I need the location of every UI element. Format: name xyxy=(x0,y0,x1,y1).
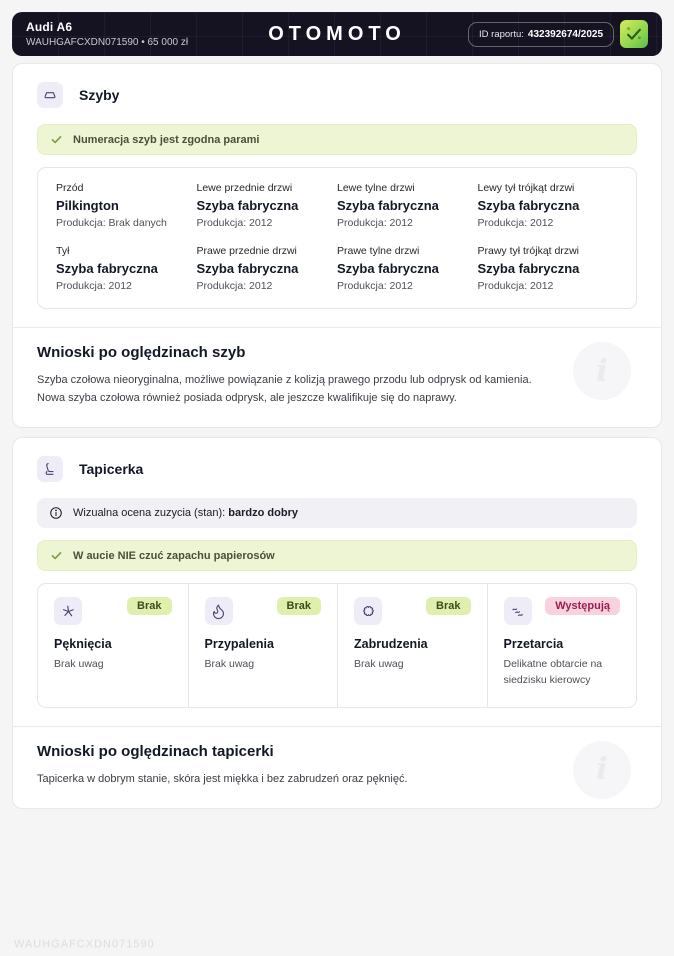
upholstery-item-stains xyxy=(337,584,487,707)
check-icon xyxy=(50,133,63,146)
report-id-area xyxy=(433,20,648,48)
window-label: Przód xyxy=(56,182,84,194)
window-value: Szyba fabryczna xyxy=(196,261,299,276)
window-item xyxy=(337,245,478,292)
windows-section-header xyxy=(37,82,637,108)
item-top xyxy=(205,597,322,625)
report-id-value: 432392674/2025 xyxy=(527,28,603,40)
item-description: Delikatne obtarcie na siedzisku kierowcy xyxy=(503,658,603,687)
window-item xyxy=(197,182,338,229)
window-label: Prawe przednie drzwi xyxy=(196,245,297,257)
window-value: Szyba fabryczna xyxy=(477,198,580,213)
windows-section-title: Szyby xyxy=(79,87,120,103)
window-production: Produkcja: 2012 xyxy=(477,280,554,292)
car-seat-icon xyxy=(37,456,63,482)
vin-watermark: WAUHGAFCXDN071590 xyxy=(14,938,155,950)
report-header xyxy=(12,12,662,56)
item-title: Przypalenia xyxy=(204,637,274,652)
stain-icon xyxy=(354,597,382,625)
windows-status-text: Numeracja szyb jest zgodna parami xyxy=(73,133,260,146)
window-value: Szyba fabryczna xyxy=(477,261,580,276)
upholstery-section-header xyxy=(37,456,637,482)
upholstery-item-abrasions xyxy=(487,584,637,707)
condition-text xyxy=(73,507,298,519)
windows-grid xyxy=(37,167,637,309)
window-production: Produkcja: 2012 xyxy=(196,280,273,292)
report-id-badge xyxy=(468,22,614,47)
window-value: Szyba fabryczna xyxy=(337,261,439,276)
item-title: Przetarcia xyxy=(503,637,564,652)
window-item xyxy=(56,182,197,229)
window-label: Tył xyxy=(56,245,70,257)
upholstery-item-cracks xyxy=(38,584,188,707)
item-top xyxy=(54,597,172,625)
window-item xyxy=(56,245,197,292)
windows-conclusions-title: Wnioski po oględzinach szyb xyxy=(37,344,246,361)
scratch-icon xyxy=(504,597,532,625)
item-title: Zabrudzenia xyxy=(354,637,428,652)
window-production: Produkcja: 2012 xyxy=(337,280,413,292)
window-value: Szyba fabryczna xyxy=(56,261,158,276)
windows-status-banner xyxy=(37,124,637,155)
status-badge: Brak xyxy=(426,597,470,615)
window-value: Szyba fabryczna xyxy=(337,198,439,213)
window-production: Produkcja: 2012 xyxy=(56,280,132,292)
window-production: Produkcja: 2012 xyxy=(477,217,554,229)
info-icon: i xyxy=(573,342,631,400)
windows-conclusions xyxy=(37,344,637,407)
divider xyxy=(13,726,661,727)
item-top xyxy=(354,597,471,625)
window-item xyxy=(478,182,619,229)
condition-banner xyxy=(37,498,637,528)
vehicle-title: Audi A6 xyxy=(26,20,73,34)
window-production: Produkcja: Brak danych xyxy=(56,217,167,229)
window-value: Szyba fabryczna xyxy=(196,198,299,213)
otomoto-logo: OTOMOTO xyxy=(268,22,406,45)
item-title: Pęknięcia xyxy=(54,637,112,652)
upholstery-grid xyxy=(37,583,637,708)
smoke-status-text: W aucie NIE czuć zapachu papierosów xyxy=(73,549,275,562)
divider xyxy=(13,327,661,328)
verified-check-icon xyxy=(620,20,648,48)
info-circle-icon xyxy=(49,506,63,520)
upholstery-conclusions-title: Wnioski po oględzinach tapicerki xyxy=(37,742,274,760)
window-label: Lewe przednie drzwi xyxy=(196,182,293,194)
info-icon: i xyxy=(573,741,631,799)
check-icon xyxy=(50,549,63,562)
window-label: Lewe tylne drzwi xyxy=(337,182,415,194)
window-label: Prawe tylne drzwi xyxy=(337,245,420,257)
window-value: Pilkington xyxy=(56,198,119,213)
window-production: Produkcja: 2012 xyxy=(337,217,413,229)
upholstery-conclusions xyxy=(37,743,637,788)
vehicle-vin-price: WAUHGAFCXDN071590 • 65 000 zł xyxy=(26,37,189,48)
windows-section xyxy=(12,63,662,428)
windshield-icon xyxy=(37,82,63,108)
condition-value: bardzo dobry xyxy=(228,507,298,520)
condition-label: Wizualna ocena zuzycia (stan): xyxy=(73,507,226,520)
window-item xyxy=(337,182,478,229)
item-top xyxy=(504,597,621,625)
vehicle-info xyxy=(26,20,241,48)
smoke-status-banner xyxy=(37,540,637,571)
upholstery-section-title: Tapicerka xyxy=(79,461,144,478)
windows-conclusions-text: Szyba czołowa nieoryginalna, możliwe powiązanie z kolizją prawego przodu lub odprysk od kamienia. Nowa szyba czołowa również posiada odprysk, ale jeszcze kwalifikuje się do naprawy. xyxy=(37,374,532,405)
crack-icon xyxy=(54,597,82,625)
window-label: Prawy tył trójkąt drzwi xyxy=(477,245,580,257)
item-description: Brak uwag xyxy=(204,658,255,671)
item-description: Brak uwag xyxy=(354,658,404,671)
flame-icon xyxy=(205,597,233,625)
upholstery-item-burns xyxy=(188,584,338,707)
item-description: Brak uwag xyxy=(54,658,104,671)
upholstery-conclusions-text: Tapicerka w dobrym stanie, skóra jest miękka i bez zabrudzeń oraz pęknięć. xyxy=(37,772,408,785)
window-item xyxy=(197,245,338,292)
window-production: Produkcja: 2012 xyxy=(196,217,273,229)
window-item xyxy=(478,245,619,292)
status-badge: Brak xyxy=(277,597,321,615)
status-badge: Brak xyxy=(127,597,171,615)
report-id-label: ID raportu: xyxy=(479,28,524,40)
window-label: Lewy tył trójkąt drzwi xyxy=(477,182,575,194)
status-badge: Występują xyxy=(545,597,620,615)
upholstery-section xyxy=(12,437,662,809)
